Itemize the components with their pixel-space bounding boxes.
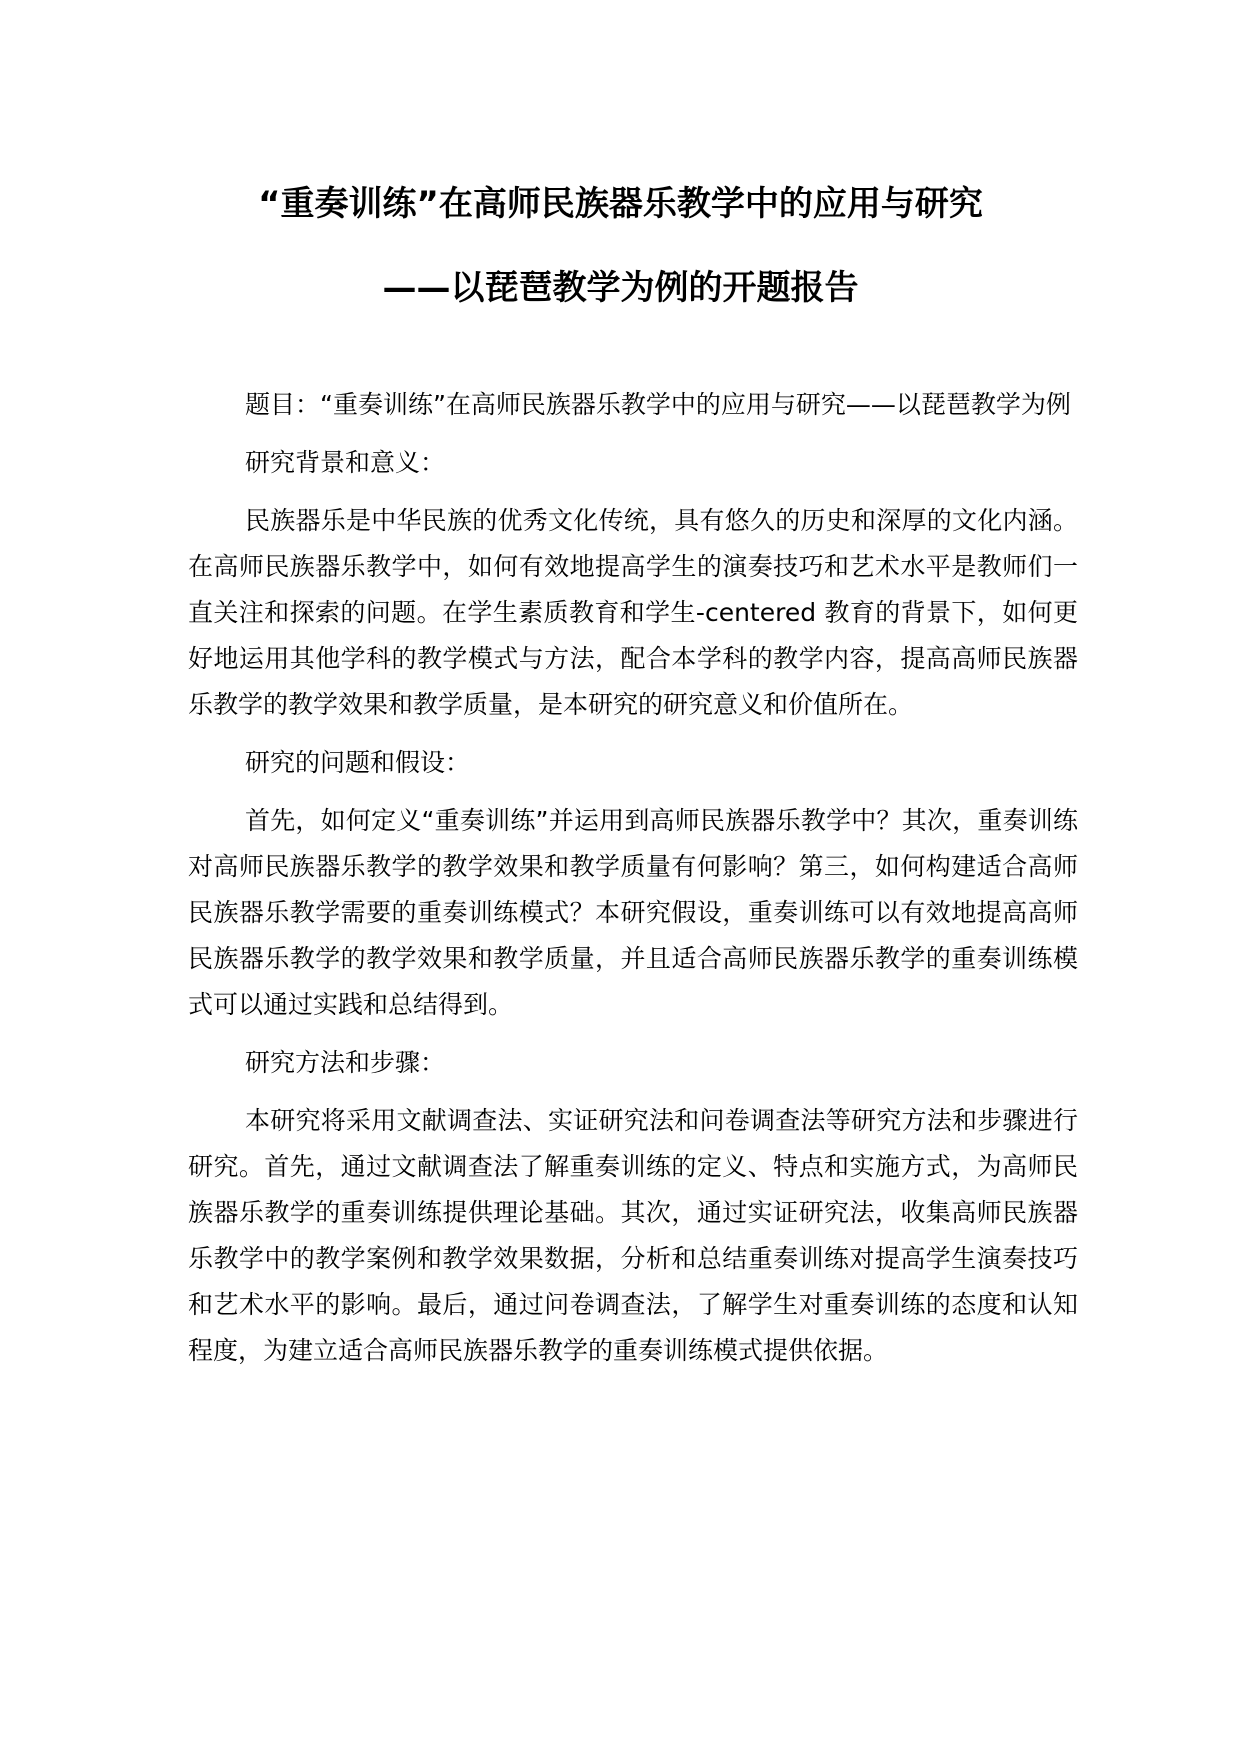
document-body xyxy=(188,382,1078,1386)
section-heading-background: 研究背景和意义： xyxy=(245,448,446,477)
section-text-questions: 首先，如何定义“重奏训练”并运用到高师民族器乐教学中？其次，重奏训练对高师民族器乐教学的教学效果和教学质量有何影响？第三，如何构建适合高师民族器乐教学需要的重奏训练模式？本研究假设，重奏训练可以有效地提高高师民族器乐教学的教学效果和教学质量，并且适合高师民族器乐教学的重奏训练模式可以通过实践和总结得到。 xyxy=(188,806,1078,1019)
document-title: “重奏训练”在高师民族器乐教学中的应用与研究 xyxy=(258,184,983,224)
section-text-background: 民族器乐是中华民族的优秀文化传统，具有悠久的历史和深厚的文化内涵。在高师民族器乐教学中，如何有效地提高学生的演奏技巧和艺术水平是教师们一直关注和探索的问题。在学生素质教育和学生-centered 教育的背景下，如何更好地运用其他学科的教学模式与方法，配合本学科的教学内容，提高高师民族器乐教学的教学效果和教学质量，是本研究的研究意义和价值所在。 xyxy=(188,506,1078,719)
section-heading-questions: 研究的问题和假设： xyxy=(245,748,471,777)
topic-paragraph: 题目：“重奏训练”在高师民族器乐教学中的应用与研究——以琵琶教学为例 xyxy=(245,390,1071,419)
section-heading-methods: 研究方法和步骤： xyxy=(245,1048,446,1077)
section-text-methods: 本研究将采用文献调查法、实证研究法和问卷调查法等研究方法和步骤进行研究。首先，通过文献调查法了解重奏训练的定义、特点和实施方式，为高师民族器乐教学的重奏训练提供理论基础。其次，通过实证研究法，收集高师民族器乐教学中的教学案例和教学效果数据，分析和总结重奏训练对提高学生演奏技巧和艺术水平的影响。最后，通过问卷调查法，了解学生对重奏训练的态度和认知程度，为建立适合高师民族器乐教学的重奏训练模式提供依据。 xyxy=(188,1106,1078,1365)
document-subtitle: ——以琵琶教学为例的开题报告 xyxy=(382,268,859,308)
